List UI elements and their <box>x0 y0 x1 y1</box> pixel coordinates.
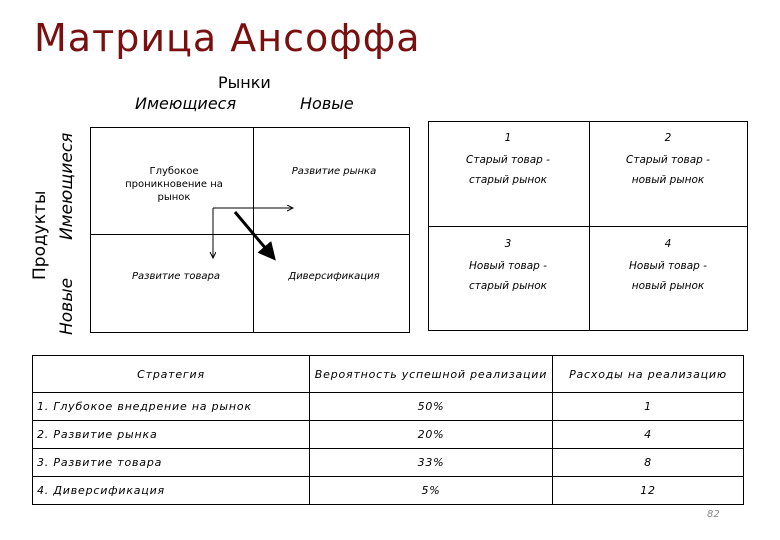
row-strategy: 1. Глубокое внедрение на рынок <box>33 393 310 421</box>
quadrant-1 <box>429 130 587 188</box>
cell-market-penetration: Глубокое проникновение на рынок <box>125 166 223 203</box>
page-title: Матрица Ансоффа <box>34 16 421 60</box>
quadrant-grid <box>428 121 748 331</box>
cell-product-development: Развитие товара <box>132 271 220 282</box>
new-markets-label: Новые <box>300 94 354 113</box>
row-cost: 12 <box>553 477 744 505</box>
quadrant-line2: старый рынок <box>468 280 548 292</box>
products-axis-label: Продукты <box>30 190 50 280</box>
quadrant-line2: новый рынок <box>631 174 705 186</box>
quadrant-line1: Старый товар - <box>466 154 550 166</box>
quadrant-number: 2 <box>664 132 672 144</box>
row-probability: 33% <box>310 449 553 477</box>
table-row <box>33 393 744 421</box>
quadrant-2 <box>589 130 747 188</box>
header-probability: Вероятность успешной реализации <box>310 356 553 393</box>
quadrant-number: 3 <box>504 238 512 250</box>
quadrant-line1: Новый товар - <box>629 260 707 272</box>
row-cost: 4 <box>553 421 744 449</box>
existing-markets-label: Имеющиеся <box>135 94 237 113</box>
row-strategy: 4. Диверсификация <box>33 477 310 505</box>
row-strategy: 3. Развитие товара <box>33 449 310 477</box>
arrow-diagonal-icon <box>235 212 272 256</box>
quadrant-number: 1 <box>504 132 512 144</box>
quadrant-3 <box>429 236 587 294</box>
header-strategy: Стратегия <box>33 356 310 393</box>
row-cost: 8 <box>553 449 744 477</box>
table-row <box>33 449 744 477</box>
cell-diversification: Диверсификация <box>288 271 380 282</box>
header-cost: Расходы на реализацию <box>553 356 744 393</box>
quadrant-4 <box>589 236 747 294</box>
row-strategy: 2. Развитие рынка <box>33 421 310 449</box>
quadrant-number: 4 <box>664 238 672 250</box>
table-row <box>33 477 744 505</box>
quadrant-line1: Старый товар - <box>626 154 710 166</box>
existing-products-label: Имеющиеся <box>57 132 77 240</box>
row-probability: 50% <box>310 393 553 421</box>
quadrant-line2: старый рынок <box>468 174 548 186</box>
row-cost: 1 <box>553 393 744 421</box>
markets-axis-label: Рынки <box>218 73 271 92</box>
new-products-label: Новые <box>57 277 77 335</box>
quadrant-line2: новый рынок <box>631 280 705 292</box>
quadrant-divider-horizontal <box>429 226 747 227</box>
cell-market-development: Развитие рынка <box>291 166 377 177</box>
row-probability: 5% <box>310 477 553 505</box>
page-number: 82 <box>707 509 720 520</box>
strategy-table <box>32 355 744 505</box>
table-row <box>33 421 744 449</box>
quadrant-line1: Новый товар - <box>469 260 547 272</box>
table-header-row <box>33 356 744 393</box>
row-probability: 20% <box>310 421 553 449</box>
